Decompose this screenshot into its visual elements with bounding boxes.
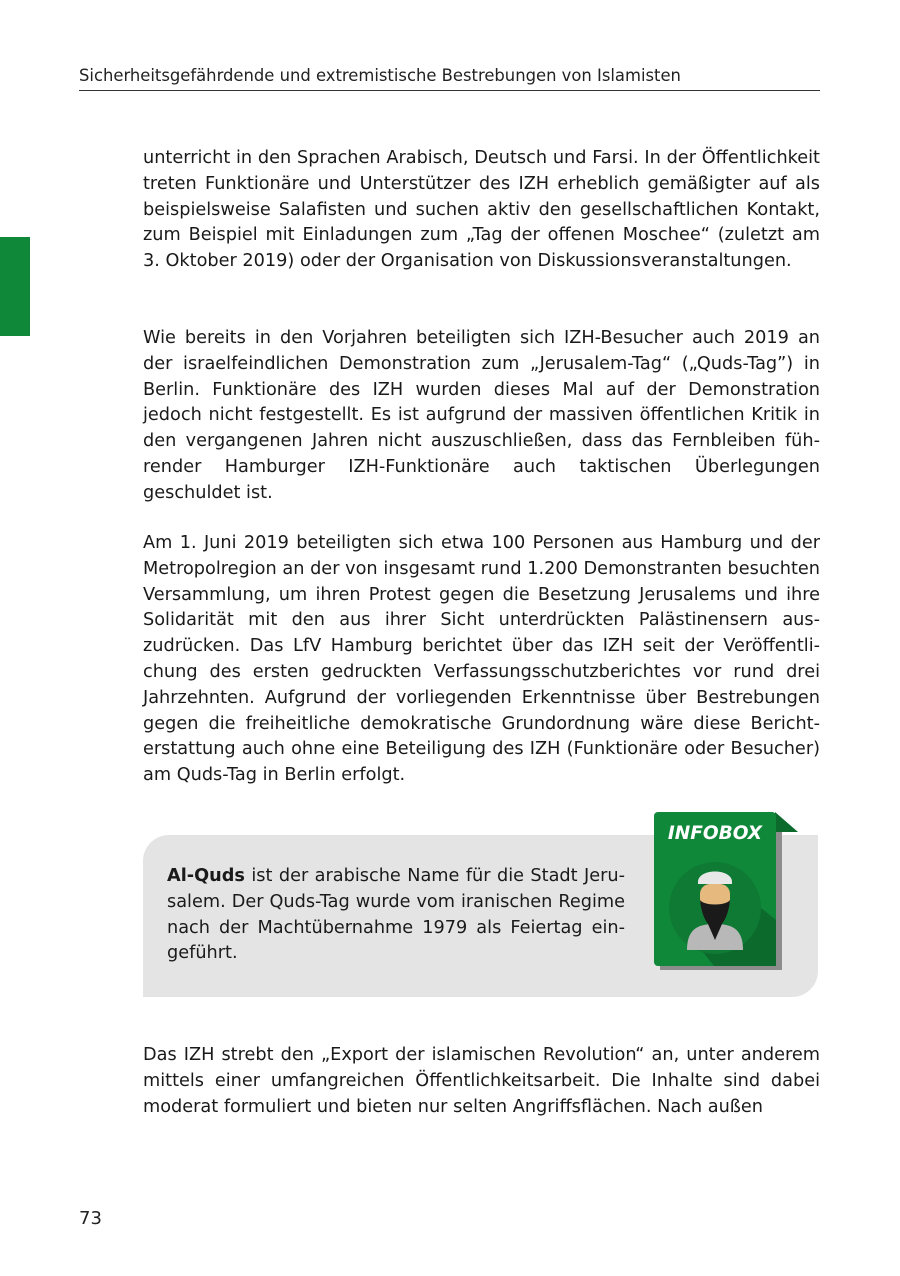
infobox-definition: ist der arabische Name für die Stadt Jerusalem. Der Quds-Tag wurde vom iranischen Regime nach der Machtübernahme 1979 als Feiertag eingeführt.	[167, 866, 625, 964]
badge-fold	[775, 812, 798, 832]
paragraph: Das IZH strebt den „Export der islamischen Revolution“ an, unter anderem mittels einer umfangreichen Öffentlichkeitsarbeit. Die Inhalte sind dabei moderat formuliert und bieten nur selten Angriffsflächen. Nach außen	[143, 1045, 820, 1117]
chapter-side-tab	[0, 237, 30, 336]
header-rule	[79, 90, 820, 91]
infobox-term: Al-Quds	[167, 866, 245, 886]
infobox-text	[167, 864, 625, 967]
infobox-label: INFOBOX	[667, 823, 763, 844]
running-header: Sicherheitsgefährdende und extremistische Bestrebungen von Islamisten	[79, 66, 681, 85]
paragraph: unterricht in den Sprachen Arabisch, Deutsch und Farsi. In der Öffentlichkeit treten Funktionäre und Unterstützer des IZH erheblich gemäßigter auf als beispielsweise Salafisten und suchen aktiv den gesellschaftlichen Kontakt, zum Beispiel mit Einladungen zum „Tag der offenen Moschee“ (zuletzt am 3. Oktober 2019) oder der Organisation von Diskussionsveranstaltungen.	[143, 148, 820, 272]
paragraph: Am 1. Juni 2019 beteiligten sich etwa 100 Personen aus Hamburg und der Metropolregion an der von insgesamt rund 1.200 Demonstranten besuchten Versammlung, um ihren Protest gegen die Besetzung Jerusalems und ihre Solidarität mit den aus ihrer Sicht unterdrückten Palästinensern auszudrücken. Das LfV Hamburg berichtet über das IZH seit der Veröffentlichung des ersten gedruckten Verfassungsschutzberichtes vor rund drei Jahrzehnten. Aufgrund der vorliegenden Erkenntnisse über Bestrebungen gegen die freiheitliche demokratische Grundordnung wäre diese Berichterstattung auch ohne eine Beteiligung des IZH (Funktionäre oder Besucher) am Quds-Tag in Berlin erfolgt.	[143, 533, 820, 786]
infobox-badge	[654, 812, 798, 972]
paragraph: Wie bereits in den Vorjahren beteiligten sich IZH-Besucher auch 2019 an der israelfeindlichen Demonstration zum „Jerusalem-Tag“ („Quds-Tag”) in Berlin. Funktionäre des IZH wurden dieses Mal auf der Demonstration jedoch nicht festgestellt. Es ist aufgrund der massiven öffentlichen Kritik in den vergangenen Jahren nicht auszuschließen, dass das Fernbleiben führender Hamburger IZH-Funktionäre auch taktischen Überlegungen geschuldet ist.	[143, 328, 820, 503]
page-number: 73	[79, 1208, 102, 1229]
